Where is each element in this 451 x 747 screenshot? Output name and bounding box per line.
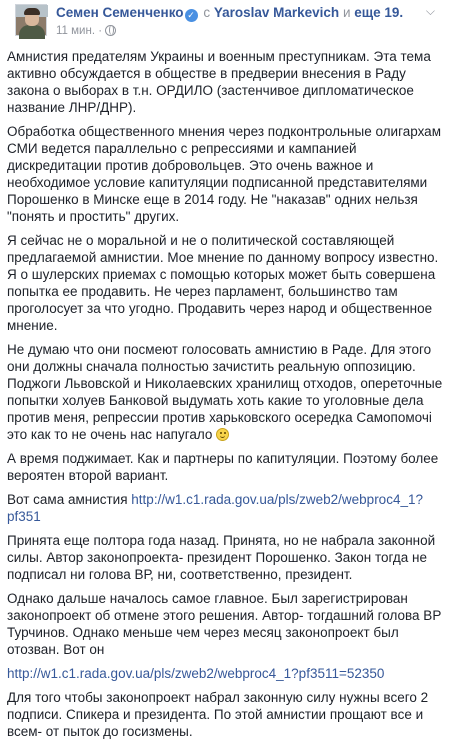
post-timestamp[interactable]: 11 мин. (56, 25, 96, 37)
paragraph-9 (7, 665, 445, 682)
tagged-user[interactable]: Yaroslav Markevich (213, 5, 340, 20)
paragraph-1: Амнистия предателям Украины и военным преступникам. Эта тема активно обсуждается в обществе в предверии внесения в Раду закона о выборах в т.н. ОРДИЛО (застенчивое дипломатическое название ЛНР/ДНР). (7, 49, 431, 115)
paragraph-5: А время поджимает. Как и партнеры по капитуляции. Поэтому более вероятен второй вариант. (7, 451, 439, 483)
paragraph-2: Обработка общественного мнения через подконтрольные олигархам СМИ ведется параллельно с репрессиями и кампанией дискредитации против добровольцев. Это очень важное и необходимое условие капитуляции подписанной представителями Порошенко в Минске еще в 2014 году. Не "наказав" одних нельзя "понять и простить" других. (7, 124, 441, 224)
bill-link[interactable]: http://w1.c1.rada.gov.ua/pls/zweb2/webproc4_1?pf3511=52350 (7, 666, 385, 681)
post-header-line (56, 4, 403, 22)
with-word: с (203, 5, 211, 20)
paragraph-4 (7, 341, 445, 443)
chevron-down-icon[interactable]: ⌵ (425, 4, 435, 18)
author-name[interactable]: Семен Семенченко (56, 5, 184, 20)
author-avatar[interactable] (15, 4, 47, 36)
post-header (8, 0, 443, 44)
paragraph-10: Для того чтобы законопроект набрал законную силу нужны всего 2 подписи. Спикера и президента. По этой амнистии прощают все и всем- от пыток до госизмены. (7, 690, 429, 739)
and-word: и (342, 5, 351, 20)
amnesty-link[interactable]: http://w1.c1.rada.gov.ua/pls/zweb2/webproc4_1?pf351 (7, 492, 423, 524)
paragraph-6 (7, 491, 445, 525)
meta-separator: · (98, 25, 103, 37)
post-meta (56, 24, 116, 38)
paragraph-4-text: Не думаю что они посмеют голосовать амнистию в Раде. Для этого они должны сначала полностью зачистить реальную оппозицию. Поджоги Львовской и Николаевских хранилищ отходов, опереточные попытки холуев Банковой выдумать хоть какие то уголовные дела против меня, репрессии против харьковского осередка Самопомочі это как то не очень нас напугало (7, 342, 443, 442)
verified-badge-icon: ✓ (185, 9, 198, 22)
smile-emoji-icon (216, 428, 229, 441)
globe-icon[interactable] (105, 25, 116, 36)
paragraph-7: Принята еще полтора года назад. Принята, но не набрала законной силы. Автор законопроекта- президент Порошенко. Закон тогда не подписал ни голова ВР, ни, соответственно, президент. (7, 533, 436, 582)
paragraph-8: Однако дальше началось самое главное. Был зарегистрирован законопроект об отмене этого решения. Автор- тогдашний голова ВР Турчинов. Однако меньше чем через месяц законопроект был отозван. Вот он (7, 591, 442, 657)
paragraph-3: Я сейчас не о моральной и не о политической составляющей предлагаемой амнистии. Мое мнение по данному вопросу известно. Я о шулерских приемах с помощью которых может быть совершена попытка ее продавить. Не через парламент, большинство там проголосует за что угодно. Продавить через народ и общественное мнение. (7, 233, 439, 333)
tagged-others-link[interactable]: еще 19. (354, 5, 404, 20)
post-body (7, 48, 445, 747)
paragraph-6-text: Вот сама амнистия (7, 492, 128, 507)
